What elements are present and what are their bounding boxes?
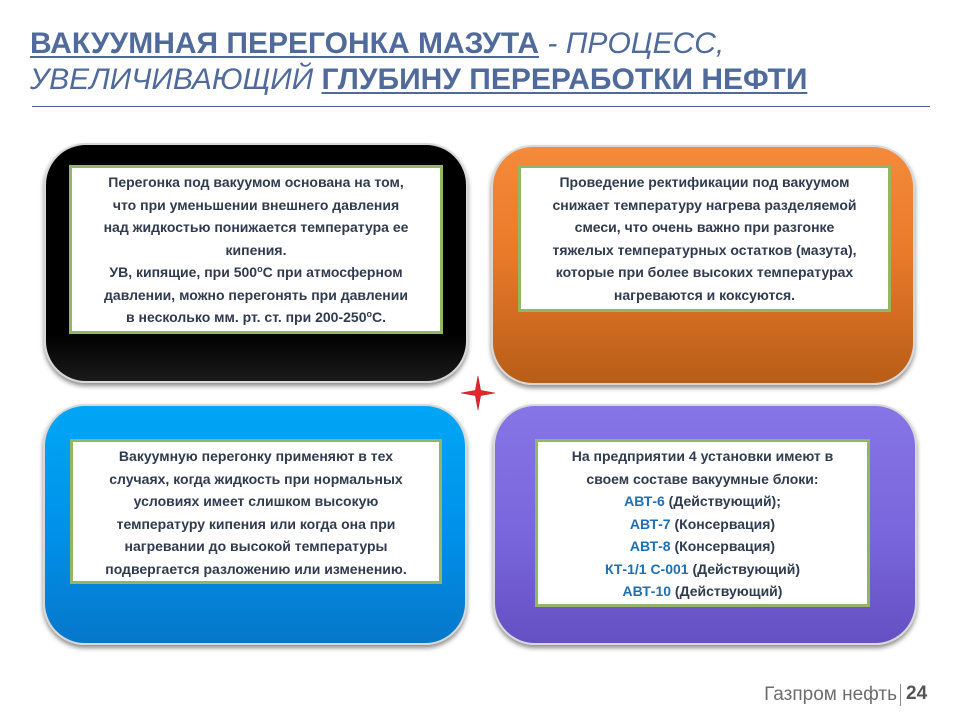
- footer-brand: Газпром нефть: [764, 684, 897, 705]
- unit-item: [542, 513, 863, 536]
- unit-item: [542, 490, 863, 513]
- unit-status: (Действующий);: [664, 493, 781, 509]
- unit-item: [542, 558, 863, 581]
- unit-code: АВТ-10: [622, 583, 672, 599]
- text-fragment: в несколько мм. рт. ст. при 200-250: [126, 309, 367, 325]
- unit-item: [542, 580, 863, 603]
- slide-title: [30, 26, 930, 98]
- text-line: Проведение ректификации под вакуумом: [559, 174, 850, 190]
- unit-status: (Консервация): [670, 515, 776, 532]
- text-line: над жидкостью понижается температура ее: [103, 219, 409, 235]
- text-box-vacuum-principle: [69, 165, 443, 334]
- text-line: которые при более высоких температурах: [555, 264, 854, 280]
- page-number: 24: [906, 683, 928, 704]
- four-point-star-icon: [460, 375, 496, 411]
- text-line: [76, 306, 436, 329]
- text-line: давлении, можно перегонять при давлении: [104, 286, 408, 303]
- text-box-units: [535, 439, 870, 607]
- text-line: тяжелых температурных остатков (мазута),: [552, 241, 857, 258]
- text-line: случаях, когда жидкость при нормальных: [109, 470, 403, 487]
- text-box-rectification: [518, 165, 891, 312]
- unit-status: (Действующий): [671, 583, 783, 599]
- degree-sup: о: [366, 309, 372, 319]
- title-increasing: УВЕЛИЧИВАЮЩИЙ: [30, 63, 322, 96]
- footer-divider: [900, 684, 901, 706]
- text-line: нагреваются и коксуются.: [613, 286, 796, 303]
- unit-code: КТ-1/1 С-001: [604, 560, 689, 577]
- title-main: ВАКУУМНАЯ ПЕРЕГОНКА МАЗУТА: [30, 27, 540, 60]
- text-line: На предприятии 4 установки имеют в: [571, 448, 834, 464]
- text-line: [76, 261, 436, 284]
- unit-status: (Консервация): [670, 538, 776, 554]
- text-line: смеси, что очень важно при разгонке: [574, 219, 835, 235]
- text-line: снижает температуру нагрева разделяемой: [552, 196, 857, 213]
- text-line: подвергается разложению или изменению.: [105, 560, 407, 577]
- title-dash-process: - ПРОЦЕСС,: [539, 27, 725, 60]
- unit-item: [542, 535, 863, 558]
- text-line: нагревании до высокой температуры: [124, 538, 388, 554]
- text-fragment: С при атмосферном: [262, 264, 403, 280]
- title-divider: [32, 106, 930, 107]
- text-fragment: С.: [371, 309, 386, 325]
- text-line: Вакуумную перегонку применяют в тех: [118, 448, 394, 464]
- title-line-1: [30, 26, 930, 62]
- degree-sup: о: [257, 264, 263, 274]
- text-line: температуру кипения или когда она при: [116, 515, 396, 532]
- unit-code: АВТ-7: [629, 515, 671, 532]
- text-line: Перегонка под вакуумом основана на том,: [108, 174, 404, 190]
- text-fragment: УВ, кипящие, при 500: [109, 264, 258, 280]
- text-box-application: [70, 439, 442, 584]
- text-line: кипения.: [225, 241, 287, 258]
- text-line: своем составе вакуумные блоки:: [586, 470, 819, 487]
- text-line: условиях имеет слишком высокую: [133, 493, 379, 509]
- unit-status: (Действующий): [688, 560, 800, 577]
- text-line: что при уменьшении внешнего давления: [112, 196, 400, 213]
- title-line-2: [30, 62, 930, 98]
- unit-code: АВТ-8: [629, 538, 671, 554]
- title-depth: ГЛУБИНУ ПЕРЕРАБОТКИ НЕФТИ: [321, 63, 808, 96]
- unit-code: АВТ-6: [624, 493, 665, 509]
